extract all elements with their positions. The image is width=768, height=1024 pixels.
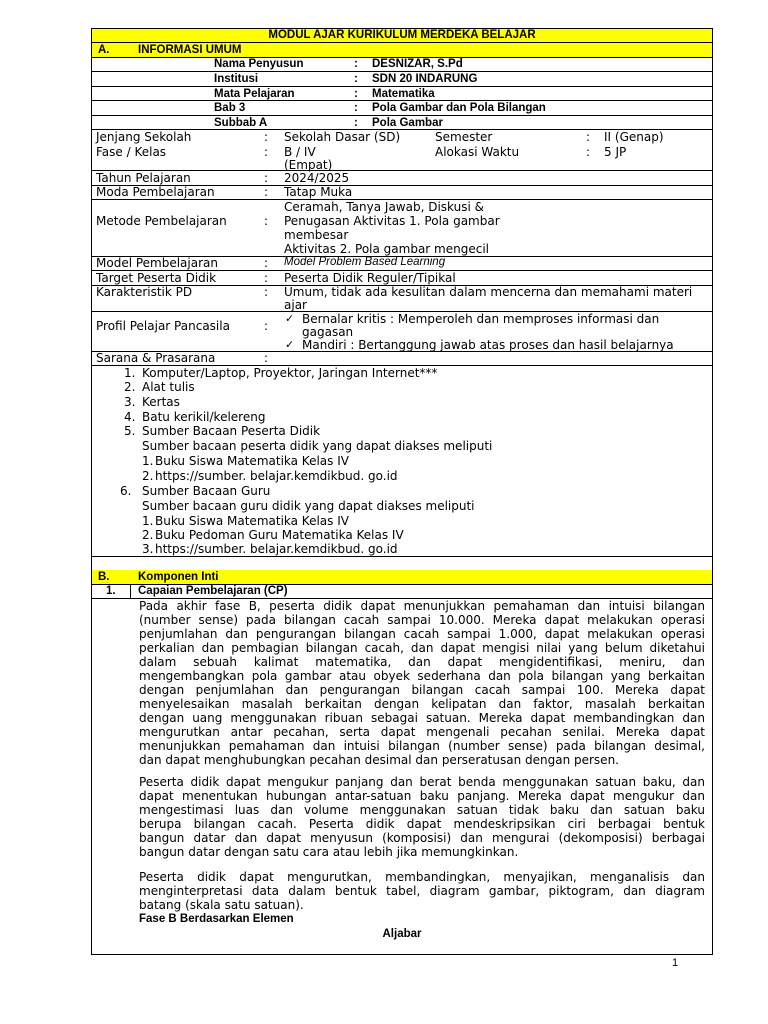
- colon: :: [586, 145, 591, 159]
- list-item: Alat tulis: [142, 380, 195, 394]
- fase-value-2: (Empat): [284, 158, 333, 172]
- sub-item: Buku Pedoman Guru Matematika Kelas IV: [155, 528, 404, 542]
- cp-line: penjumlahan dan pengurangan bilangan cacah sampai 1.000, dapat melakukan operasi: [139, 627, 705, 641]
- colon: :: [264, 214, 269, 228]
- semester-label: Semester: [435, 130, 493, 144]
- colon: :: [586, 130, 591, 144]
- list-item: Batu kerikil/kelereng: [142, 410, 266, 424]
- info-sep: :: [354, 102, 358, 114]
- profil-line: gagasan: [302, 325, 354, 339]
- sub-number: 1.: [142, 514, 154, 528]
- info-row-mapel: [92, 87, 712, 101]
- colon: :: [264, 171, 269, 185]
- tahun-value: 2024/2025: [284, 171, 350, 185]
- sub-item: https://sumber. belajar.kemdikbud. go.id: [155, 542, 398, 556]
- cp-line: Peserta didik dapat mengurutkan, membandingkan, menyajikan, menganalisis dan: [139, 870, 705, 884]
- cp-line: dalam sebuah kalimat matematika, dan dapat mengidentifikasi, meniru, dan: [139, 655, 705, 669]
- checkmark-icon: ✓: [285, 312, 295, 325]
- info-row-penyusun: [92, 58, 712, 72]
- section-b-letter: B.: [98, 571, 110, 583]
- colon: :: [264, 285, 269, 299]
- sub-number: 2.: [142, 528, 154, 542]
- list-item: Sumber Bacaan Guru: [142, 484, 271, 498]
- cp-line: berupa bilangan cacah. Peserta didik dapat mendeskripsikan ciri berbagai bentuk: [139, 817, 705, 831]
- list-item: Komputer/Laptop, Proyektor, Jaringan Internet***: [142, 366, 438, 380]
- colon: :: [264, 185, 269, 199]
- title-row: [92, 29, 712, 43]
- info-row-subbab: [92, 116, 712, 130]
- sub-number: 2.: [142, 469, 154, 483]
- cp-line: Peserta didik dapat mengukur panjang dan berat benda menggunakan satuan baku, dan: [139, 775, 705, 789]
- info-label: Nama Penyusun: [214, 58, 304, 70]
- cp-line: mengestimasi luas dan volume menggunakan satuan tidak baku dan satuan baku: [139, 803, 705, 817]
- info-label: Subbab A: [214, 117, 268, 129]
- info-value: SDN 20 INDARUNG: [372, 73, 478, 85]
- list-number: 1.: [124, 366, 136, 380]
- colon: :: [264, 271, 269, 285]
- cp-header-row: [92, 585, 712, 599]
- fase-b-heading: Fase B Berdasarkan Elemen: [139, 913, 294, 925]
- cp-paragraph-3: [139, 870, 705, 912]
- info-label: Institusi: [214, 73, 259, 85]
- info-sep: :: [354, 88, 358, 100]
- profil-line: Bernalar kritis : Memperoleh dan memproses informasi dan: [302, 312, 660, 326]
- info-sep: :: [354, 58, 358, 70]
- metode-line: membesar: [284, 228, 349, 242]
- list-item: Kertas: [142, 395, 180, 409]
- tahun-label: Tahun Pelajaran: [96, 171, 191, 185]
- sub-item: Buku Siswa Matematika Kelas IV: [155, 514, 349, 528]
- section-a-title: INFORMASI UMUM: [138, 44, 242, 56]
- list-number: 5.: [124, 424, 136, 438]
- section-a-header: [92, 43, 712, 58]
- list-number: 2.: [124, 380, 136, 394]
- model-label: Model Pembelajaran: [96, 256, 218, 270]
- section-a-letter: A.: [98, 44, 110, 56]
- sub-item: Buku Siswa Matematika Kelas IV: [155, 454, 349, 468]
- metode-line: Penugasan Aktivitas 1. Pola gambar: [284, 214, 500, 228]
- cp-line: perkalian dan pembagian bilangan cacah, dan dapat mengisi nilai yang belum diketahui: [139, 641, 705, 655]
- target-value: Peserta Didik Reguler/Tipikal: [284, 271, 456, 285]
- info-label: Mata Pelajaran: [214, 88, 295, 100]
- cp-line: bangun datar dan dapat menyusun (komposisi) dan mengurai (dekomposisi) berbagai: [139, 831, 705, 845]
- cp-line: menyelesaikan masalah berkaitan dengan kelipatan dan faktor, masalah berkaitan: [139, 697, 705, 711]
- aljabar-heading: Aljabar: [382, 928, 422, 940]
- cp-paragraph-1: [139, 599, 705, 767]
- cp-line: mengembangkan pola gambar atau obyek sederhana dan pola bilangan yang berkaitan: [139, 669, 705, 683]
- list-number: 3.: [124, 395, 136, 409]
- profil-label: Profil Pelajar Pancasila: [96, 319, 230, 333]
- cp-line: bangun datar dengan satu cara atau lebih jika memungkinkan.: [139, 845, 519, 859]
- cp-line: dapat menentukan hubungan antar-satuan baku panjang. Mereka dapat mengukur dan: [139, 789, 705, 803]
- info-value: Pola Gambar: [372, 117, 443, 129]
- section-b-header: [92, 570, 712, 585]
- sub-intro: Sumber bacaan peserta didik yang dapat diakses meliputi: [142, 439, 493, 453]
- colon: :: [264, 130, 269, 144]
- list-number: 6.: [120, 484, 132, 498]
- sub-number: 3.: [142, 542, 154, 556]
- karakter-line: Umum, tidak ada kesulitan dalam mencerna dan memahami materi: [284, 285, 693, 299]
- cp-number: 1.: [106, 585, 116, 597]
- sub-number: 1.: [142, 454, 154, 468]
- metode-line: Aktivitas 2. Pola gambar mengecil: [284, 242, 489, 256]
- document-page: [91, 28, 713, 955]
- sub-item: https://sumber. belajar.kemdikbud. go.id: [155, 469, 398, 483]
- cell-divider: [130, 585, 131, 599]
- info-value: Matematika: [372, 88, 435, 100]
- cp-line: menunjukkan pemahaman dan intuisi bilangan (number sense) pada bilangan desimal,: [139, 739, 705, 753]
- cp-line: batang (skala satu satuan).: [139, 898, 304, 912]
- colon: :: [264, 256, 269, 270]
- alokasi-label: Alokasi Waktu: [435, 145, 520, 159]
- divider: [92, 556, 712, 557]
- info-sep: :: [354, 117, 358, 129]
- fase-value: B / IV: [284, 145, 316, 159]
- metode-line: Ceramah, Tanya Jawab, Diskusi &: [284, 200, 484, 214]
- colon: :: [264, 351, 269, 365]
- fase-label: Fase / Kelas: [96, 145, 167, 159]
- alokasi-value: 5 JP: [604, 145, 627, 159]
- section-b-title: Komponen Inti: [138, 571, 219, 583]
- document-title: MODUL AJAR KURIKULUM MERDEKA BELAJAR: [268, 29, 536, 41]
- list-item: Sumber Bacaan Peserta Didik: [142, 424, 321, 438]
- jenjang-value: Sekolah Dasar (SD): [284, 130, 401, 144]
- karakter-label: Karakteristik PD: [96, 285, 193, 299]
- cp-title: Capaian Pembelajaran (CP): [138, 585, 288, 597]
- cp-line: menginterpretasi data dalam bentuk tabel, diagram gambar, piktogram, dan diagram: [139, 884, 705, 898]
- info-row-bab: [92, 101, 712, 116]
- info-label: Bab 3: [214, 102, 246, 114]
- moda-label: Moda Pembelajaran: [96, 185, 215, 199]
- cp-line: mengurutkan antar pecahan, serta dapat mengenali pecahan senilai. Mereka dapat: [139, 725, 705, 739]
- checkmark-icon: ✓: [285, 338, 295, 351]
- cp-line: dengan penjumlahan dan pengurangan bilangan cacah sampai 100. Mereka dapat: [139, 683, 705, 697]
- sarana-label: Sarana & Prasarana: [96, 351, 216, 365]
- target-label: Target Peserta Didik: [96, 271, 217, 285]
- info-sep: :: [354, 73, 358, 85]
- metode-label: Metode Pembelajaran: [96, 214, 227, 228]
- sub-intro: Sumber bacaan guru didik yang dapat diakses meliputi: [142, 499, 475, 513]
- colon: :: [264, 319, 269, 333]
- list-number: 4.: [124, 410, 136, 424]
- cp-line: dan dapat menghubungkan pecahan desimal dan perseratusan dengan persen.: [139, 753, 619, 767]
- info-value: DESNIZAR, S.Pd: [372, 58, 463, 70]
- info-value: Pola Gambar dan Pola Bilangan: [372, 102, 546, 114]
- cp-line: Pada akhir fase B, peserta didik dapat menunjukkan pemahaman dan intuisi bilangan: [139, 599, 705, 613]
- model-value: Model Problem Based Learning: [284, 256, 446, 268]
- jenjang-label: Jenjang Sekolah: [96, 130, 192, 144]
- page-number: 1: [672, 957, 679, 969]
- semester-value: II (Genap): [604, 130, 664, 144]
- cp-line: (number sense) pada bilangan cacah sampai 10.000. Mereka dapat melakukan operasi: [139, 613, 705, 627]
- colon: :: [264, 145, 269, 159]
- karakter-line: ajar: [284, 298, 307, 312]
- cp-line: dengan uang menggunakan ribuan sebagai satuan. Mereka dapat membandingkan dan: [139, 711, 705, 725]
- cp-paragraph-2: [139, 775, 705, 859]
- moda-value: Tatap Muka: [284, 185, 353, 199]
- profil-line: Mandiri : Bertanggung jawab atas proses dan hasil belajarnya: [302, 338, 674, 352]
- info-row-institusi: [92, 72, 712, 87]
